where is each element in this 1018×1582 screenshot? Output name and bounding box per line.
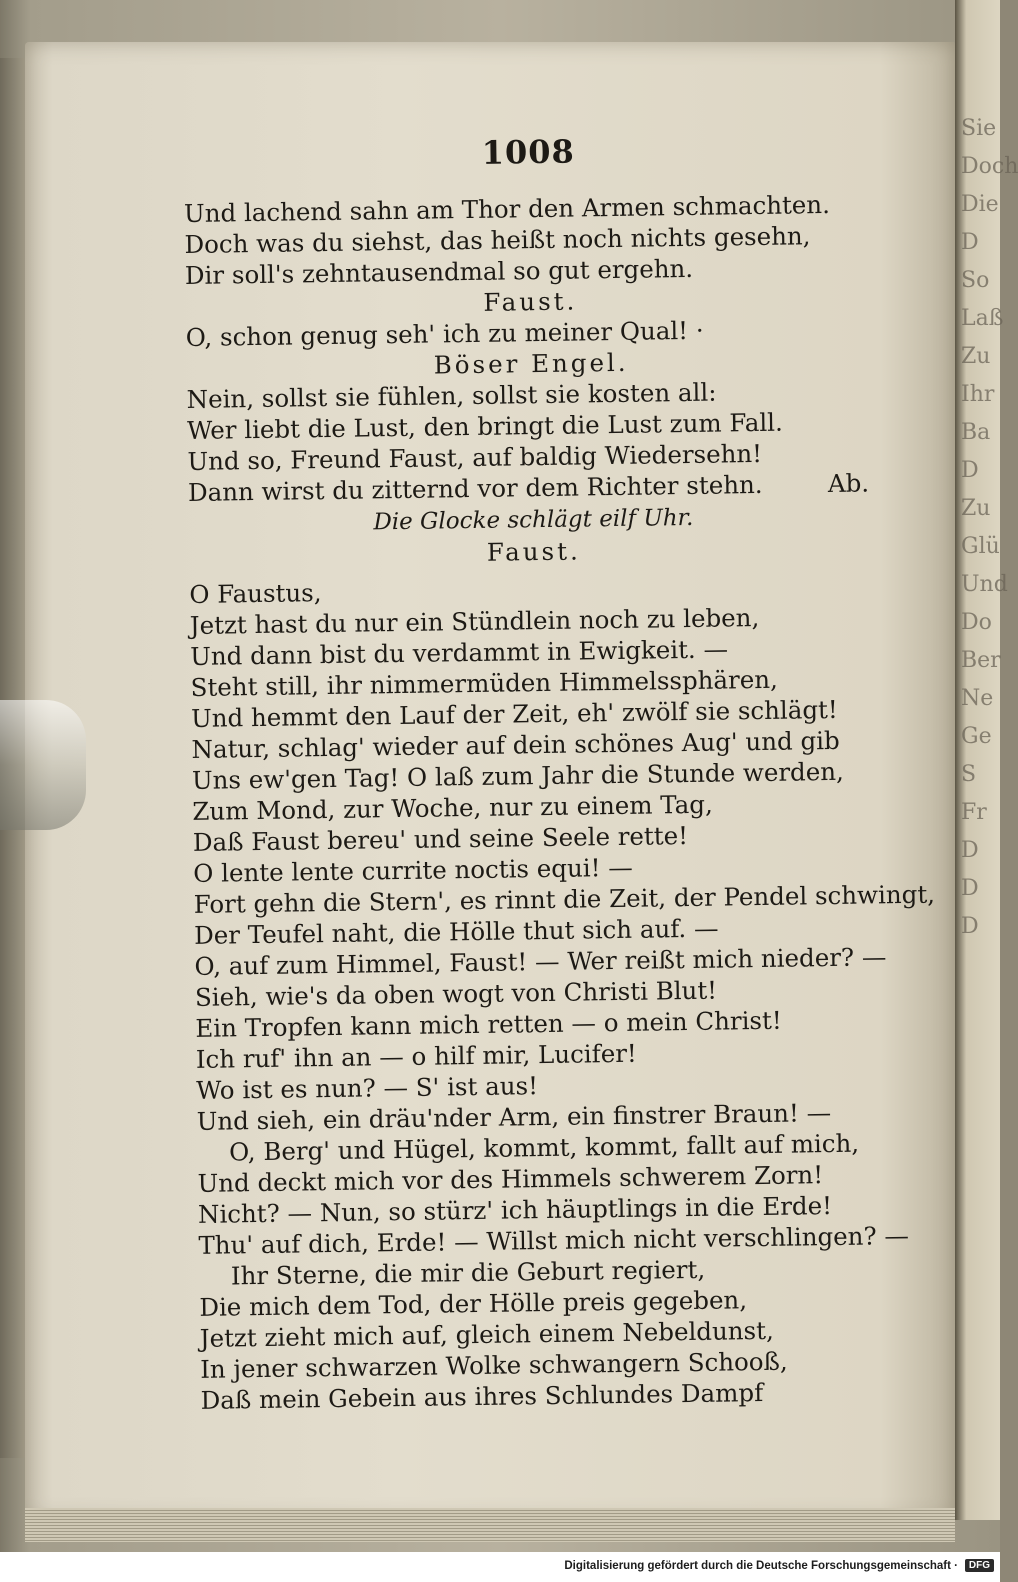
latin-line: O lente lente currite noctis equi! —: [193, 852, 633, 888]
facing-fragment: Ber: [961, 648, 1001, 673]
text-line: Und sieh, ein dräu'nder Arm, ein finstrer Braun! —: [196, 1098, 832, 1136]
text-line: O, Berg' und Hügel, kommt, kommt, fallt auf mich,: [228, 1128, 860, 1167]
facing-fragment: Ihr: [961, 382, 995, 407]
text-line: Nicht? — Nun, so stürz' ich häuptlings in die Erde!: [197, 1191, 833, 1229]
text-line: Nein, sollst sie fühlen, sollst sie kosten all:: [186, 377, 717, 414]
text-line: Dir soll's zehntausendmal so gut ergehn.: [184, 253, 694, 290]
text-line: Wo ist es nun? — S' ist aus!: [196, 1071, 539, 1105]
facing-fragment: D: [961, 458, 979, 483]
text-line: Ein Tropfen kann mich retten — o mein Christ!: [195, 1005, 782, 1043]
text-line: Und dann bist du verdammt in Ewigkeit. —: [190, 634, 729, 671]
dfg-logo-icon: DFG: [965, 1559, 994, 1572]
speaker-label: Faust.: [486, 536, 581, 567]
speaker-label: Böser Engel.: [433, 347, 629, 380]
text-line: Und lachend sahn am Thor den Armen schmachten.: [183, 189, 831, 228]
digitization-footer: [0, 1552, 1000, 1582]
facing-fragment: Zu: [961, 496, 991, 521]
text-line: O Faustus,: [189, 578, 322, 609]
text-line: Ich ruf' ihn an — o hilf mir, Lucifer!: [195, 1038, 637, 1074]
facing-page-text: [961, 110, 1018, 946]
text-line: O, schon genug seh' ich zu meiner Qual! ·: [185, 315, 704, 352]
facing-fragment: Doch: [961, 154, 1018, 179]
stage-direction: Die Glocke schlägt eilf Uhr.: [373, 504, 694, 536]
facing-fragment: D: [961, 838, 979, 863]
text-line: Sieh, wie's da oben wogt von Christi Blut!: [194, 975, 718, 1012]
facing-fragment: D: [961, 876, 979, 901]
facing-fragment: So: [961, 268, 990, 293]
text-line: Zum Mond, zur Woche, nur zu einem Tag,: [192, 789, 713, 826]
text-line: Und hemmt den Lauf der Zeit, eh' zwölf sie schlägt!: [190, 694, 838, 733]
text-line: Steht still, ihr nimmermüden Himmelssphären,: [190, 664, 779, 702]
facing-fragment: Laß: [961, 306, 1004, 331]
facing-fragment: Glü: [961, 534, 1000, 559]
facing-fragment: Ne: [961, 686, 994, 711]
speaker-label: Faust.: [483, 286, 578, 317]
text-line: Uns ew'gen Tag! O laß zum Jahr die Stunde werden,: [191, 756, 845, 795]
facing-fragment: S: [961, 762, 977, 787]
page-number: 1008: [481, 132, 576, 172]
facing-fragment: Ge: [961, 724, 992, 749]
text-line: Natur, schlag' wieder auf dein schönes Aug' und gib: [191, 725, 840, 764]
facing-fragment: Sie: [961, 116, 997, 141]
text-line: Wer liebt die Lust, den bringt die Lust zum Fall.: [186, 407, 783, 445]
facing-fragment: D: [961, 914, 979, 939]
text-line: Fort gehn die Stern', es rinnt die Zeit, der Pendel schwingt,: [193, 879, 936, 919]
text-line: Doch was du siehst, das heißt noch nichts gesehn,: [184, 221, 811, 259]
text-line: O, auf zum Himmel, Faust! — Wer reißt mich nieder? —: [194, 942, 887, 981]
facing-fragment: Ba: [961, 420, 991, 445]
exit-mark: Ab.: [827, 468, 870, 499]
text-line: Dann wirst du zitternd vor dem Richter stehn.: [187, 469, 763, 507]
text-line: Ihr Sterne, die mir die Geburt regiert,: [230, 1254, 706, 1291]
facing-fragment: D: [961, 230, 979, 255]
facing-fragment: Do: [961, 610, 992, 635]
facing-fragment: Die: [961, 192, 999, 217]
text-line: Thu' auf dich, Erde! — Willst mich nicht verschlingen? —: [198, 1220, 910, 1260]
text-line: Jetzt hast du nur ein Stündlein noch zu leben,: [189, 603, 760, 640]
text-line: Daß Faust bereu' und seine Seele rette!: [192, 821, 689, 857]
facing-page: [955, 0, 1018, 1520]
page-edge: [25, 1508, 955, 1542]
scanner-clip: [0, 700, 86, 830]
facing-fragment: Zu: [961, 344, 991, 369]
text-line: In jener schwarzen Wolke schwangern Schooß,: [199, 1346, 788, 1384]
text-line: Daß mein Gebein aus ihres Schlundes Dampf: [200, 1378, 764, 1415]
text-line: Und deckt mich vor des Himmels schwerem Zorn!: [197, 1160, 824, 1198]
text-line: Die mich dem Tod, der Hölle preis gegeben,: [199, 1285, 748, 1322]
facing-fragment: Und: [961, 572, 1008, 597]
facing-fragment: Fr: [961, 800, 987, 825]
footer-text: Digitalisierung gefördert durch die Deutsche Forschungsgemeinschaft ·: [564, 1560, 958, 1572]
text-line: Und so, Freund Faust, auf baldig Wiedersehn!: [187, 438, 763, 476]
text-line: Der Teufel naht, die Hölle thut sich auf. —: [193, 913, 719, 950]
text-line: Jetzt zieht mich auf, gleich einem Nebeldunst,: [199, 1315, 774, 1353]
